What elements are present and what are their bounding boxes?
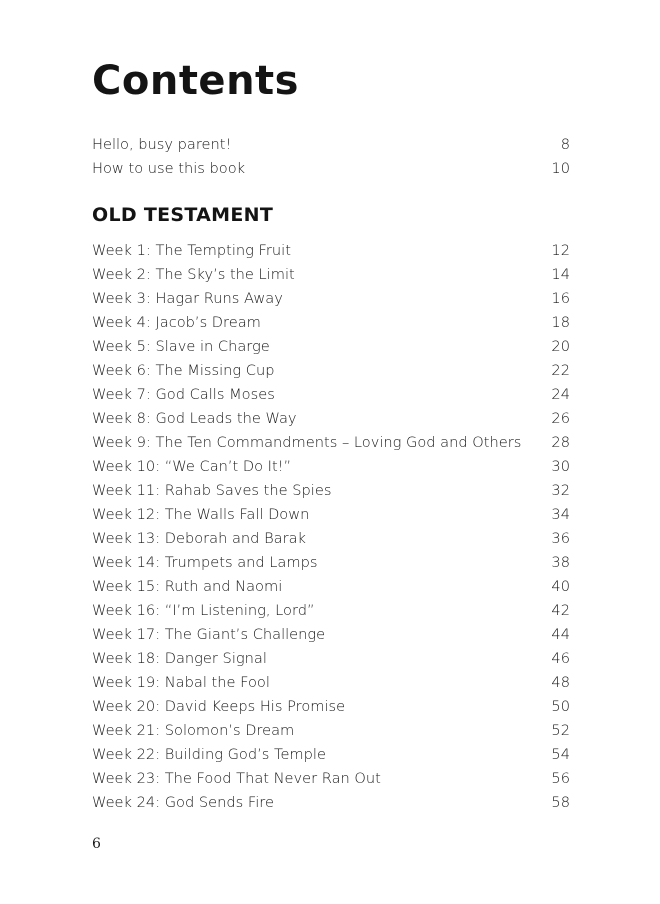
toc-entry-title: Week 10: “We Can’t Do It!” (92, 458, 292, 475)
toc-entry-title: Week 6: The Missing Cup (92, 362, 275, 379)
toc-entry-page: 20 (551, 338, 570, 355)
toc-entry-title: Week 23: The Food That Never Ran Out (92, 770, 381, 787)
toc-entry (92, 647, 570, 671)
page-title: Contents (92, 58, 299, 104)
toc-entry (92, 599, 570, 623)
toc-entry-page: 52 (551, 722, 570, 739)
toc-entry (92, 311, 570, 335)
toc-entry-page: 18 (551, 314, 570, 331)
toc-entry-title: Week 19: Nabal the Fool (92, 674, 270, 691)
toc-entry-page: 10 (551, 160, 570, 177)
toc-entry-title: Week 3: Hagar Runs Away (92, 290, 283, 307)
toc-entry (92, 695, 570, 719)
toc-entry-page: 34 (551, 506, 570, 523)
toc-entry (92, 455, 570, 479)
toc-entry-title: Week 15: Ruth and Naomi (92, 578, 283, 595)
toc-entry (92, 671, 570, 695)
toc-entry-title: Week 2: The Sky’s the Limit (92, 266, 295, 283)
toc-entry (92, 575, 570, 599)
toc-entry (92, 479, 570, 503)
toc-entry-title: Week 24: God Sends Fire (92, 794, 274, 811)
toc-entry-title: Week 13: Deborah and Barak (92, 530, 306, 547)
toc-entry (92, 767, 570, 791)
toc-entry-page: 8 (560, 136, 570, 153)
toc-entry-title: Week 7: God Calls Moses (92, 386, 275, 403)
toc-entry-title: Week 17: The Giant’s Challenge (92, 626, 326, 643)
toc-entry (92, 743, 570, 767)
toc-entry-title: Week 14: Trumpets and Lamps (92, 554, 318, 571)
toc-entry-title: Week 9: The Ten Commandments – Loving God and Others (92, 434, 522, 451)
toc-entry (92, 407, 570, 431)
toc-entry (92, 623, 570, 647)
toc-entry-title: Hello, busy parent! (92, 136, 232, 153)
toc-entry (92, 287, 570, 311)
section-title: OLD TESTAMENT (92, 204, 274, 226)
toc-entry-page: 40 (551, 578, 570, 595)
toc-entry-page: 28 (551, 434, 570, 451)
toc-entry (92, 431, 570, 455)
toc-entry (92, 263, 570, 287)
toc-entry-page: 54 (551, 746, 570, 763)
toc-entry (92, 719, 570, 743)
toc-entry (92, 791, 570, 815)
toc-entry-page: 26 (551, 410, 570, 427)
toc-entry-page: 16 (551, 290, 570, 307)
toc-entry-title: Week 20: David Keeps His Promise (92, 698, 346, 715)
toc-entry-page: 48 (551, 674, 570, 691)
toc-entry-title: Week 8: God Leads the Way (92, 410, 297, 427)
toc-entry-page: 44 (551, 626, 570, 643)
toc-entry-page: 58 (551, 794, 570, 811)
toc-entry-title: Week 18: Danger Signal (92, 650, 267, 667)
toc-entry (92, 503, 570, 527)
toc-entry (92, 157, 570, 181)
toc-entry-title: Week 16: “I’m Listening, Lord” (92, 602, 315, 619)
toc-entry-page: 36 (551, 530, 570, 547)
toc-entry-title: Week 1: The Tempting Fruit (92, 242, 291, 259)
toc-entry (92, 133, 570, 157)
toc-entry (92, 239, 570, 263)
contents-page (92, 0, 570, 904)
toc-entry-page: 14 (551, 266, 570, 283)
toc-entry-page: 22 (551, 362, 570, 379)
toc-entry-page: 38 (551, 554, 570, 571)
toc-entry-page: 24 (551, 386, 570, 403)
toc-entry-title: Week 12: The Walls Fall Down (92, 506, 310, 523)
toc-entry-title: Week 5: Slave in Charge (92, 338, 270, 355)
toc-entry-title: Week 22: Building God’s Temple (92, 746, 326, 763)
toc-entry-page: 46 (551, 650, 570, 667)
toc-entry-page: 56 (551, 770, 570, 787)
toc-entry (92, 359, 570, 383)
toc-entry-title: Week 21: Solomon’s Dream (92, 722, 295, 739)
toc-entry (92, 527, 570, 551)
toc-entry-page: 42 (551, 602, 570, 619)
toc-entry-title: How to use this book (92, 160, 246, 177)
toc-entry (92, 383, 570, 407)
toc-entry (92, 335, 570, 359)
toc-entry-page: 30 (551, 458, 570, 475)
toc-entry-page: 50 (551, 698, 570, 715)
toc-entry-title: Week 11: Rahab Saves the Spies (92, 482, 332, 499)
toc-entry (92, 551, 570, 575)
page-number: 6 (92, 836, 101, 852)
toc-entry-title: Week 4: Jacob’s Dream (92, 314, 261, 331)
toc-entry-page: 32 (551, 482, 570, 499)
toc-entry-page: 12 (551, 242, 570, 259)
